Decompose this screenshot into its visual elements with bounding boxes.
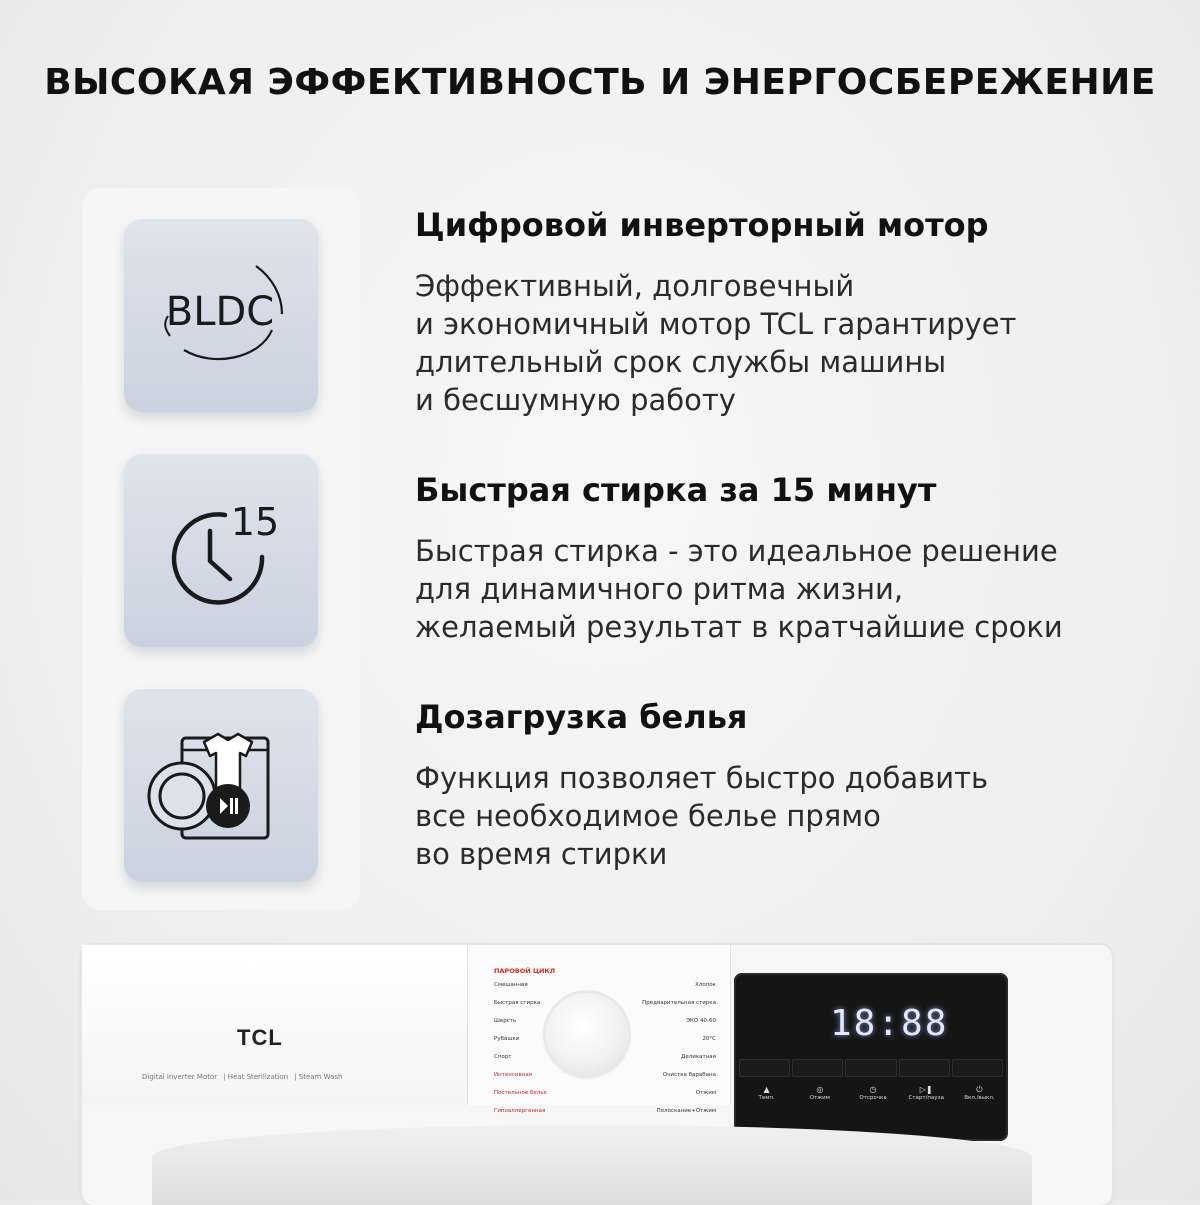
power-icon: ⏻ — [976, 1085, 983, 1094]
bldc-label: BLDC — [165, 289, 275, 335]
program-left: Постельное белье — [494, 1090, 547, 1096]
bldc-motor-icon — [124, 218, 318, 412]
badge-inverter: Digital Inverter Motor — [142, 1073, 218, 1081]
start-pause-label: Старт/пауза — [908, 1095, 944, 1101]
delay-label: Отсрочка — [859, 1095, 887, 1101]
program-right: Хлопок — [695, 982, 716, 988]
feature-add-laundry — [415, 697, 1135, 873]
washer-badges: Digital Inverter Motor | Heat Sterilization | Steam Wash — [142, 1073, 343, 1081]
temp-label: Темп. — [758, 1095, 775, 1101]
washer-front-left — [82, 945, 467, 1105]
feature-title: Дозагрузка белья — [415, 698, 748, 736]
play-pause-icon: ▷❚ — [919, 1085, 933, 1094]
temp-button[interactable] — [739, 1059, 790, 1077]
feature-text: Быстрая стирка - это идеальное решение для динамичного ритма жизни, желаемый результат в кратчайшие сроки — [415, 534, 1063, 644]
display-digits: 18:88 — [830, 1003, 949, 1044]
feature-title: Цифровой инверторный мотор — [415, 206, 989, 244]
power-button[interactable] — [952, 1059, 1003, 1077]
program-right: 20°C — [702, 1036, 716, 1042]
badge-sterilization: Heat Sterilization — [227, 1073, 289, 1081]
program-header: ПАРОВОЙ ЦИКЛ — [494, 967, 556, 975]
program-left: Гипоаллергенная — [494, 1108, 546, 1114]
feature-text: Функция позволяет быстро добавить все необходимое белье прямо во время стирки — [415, 761, 989, 871]
feature-text: Эффективный, долговечный и экономичный мотор TCL гарантирует длительный срок службы машины и бесшумную работу — [415, 269, 1017, 417]
add-laundry-icon — [124, 688, 318, 882]
program-selector — [467, 945, 731, 1114]
spin-button[interactable] — [792, 1059, 843, 1077]
spin-icon: ◎ — [816, 1085, 824, 1094]
page-heading: ВЫСОКАЯ ЭФФЕКТИВНОСТЬ И ЭНЕРГОСБЕРЕЖЕНИЕ — [44, 62, 1156, 103]
program-right: Отжим — [695, 1090, 716, 1096]
program-right: Очистка барабана — [662, 1072, 716, 1078]
washer-brand-logo: TCL — [237, 1025, 283, 1050]
program-left: Быстрая стирка — [494, 1000, 541, 1006]
washer-button-row — [738, 1059, 1004, 1077]
power-label: Вкл./выкл. — [964, 1095, 995, 1101]
washer-control-panel — [82, 945, 1112, 1205]
program-left: Интенсивная — [494, 1072, 533, 1078]
program-right: ЭКО 40-60 — [686, 1018, 716, 1024]
icon-panel — [82, 188, 360, 910]
program-right: Деликатная — [681, 1054, 716, 1060]
feature-title: Быстрая стирка за 15 минут — [415, 471, 937, 509]
washer-button-labels — [740, 1095, 1006, 1101]
clock-15-label: 15 — [230, 500, 280, 544]
clock-15-icon — [124, 453, 318, 647]
feature-motor — [415, 205, 1135, 419]
program-left: Шерсть — [494, 1018, 517, 1024]
program-left: Рубашки — [494, 1036, 520, 1042]
detergent-drawer[interactable] — [152, 1125, 1032, 1205]
washer-display — [734, 973, 1008, 1141]
delay-button[interactable] — [845, 1059, 896, 1077]
start-pause-button[interactable] — [899, 1059, 950, 1077]
program-left: Спорт — [494, 1054, 512, 1060]
spin-label: Отжим — [809, 1095, 830, 1101]
program-right: Предварительная стирка — [642, 1000, 716, 1006]
program-left: Смешанная — [494, 982, 528, 988]
washer-button-icons — [740, 1085, 1006, 1095]
program-right: Полоскание+Отжим — [656, 1108, 716, 1114]
badge-steam: Steam Wash — [298, 1073, 343, 1081]
feature-quick-wash — [415, 470, 1135, 646]
thermometer-icon: ▲ — [763, 1085, 770, 1094]
timer-icon: ◷ — [869, 1085, 877, 1094]
program-knob[interactable] — [546, 993, 628, 1075]
